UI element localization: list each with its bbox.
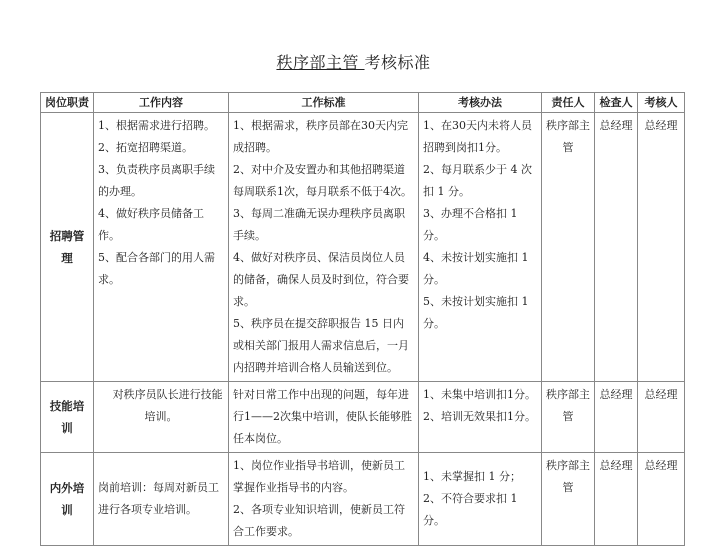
role-cell: 招聘管理 xyxy=(41,113,94,382)
header-responsible: 责任人 xyxy=(542,93,595,113)
responsible-cell: 秩序部主管 xyxy=(542,453,595,546)
method-item: 4、未按计划实施扣 1 分。 xyxy=(423,251,529,286)
responsible-cell: 秩序部主管 xyxy=(542,113,595,382)
role-cell: 内外培训 xyxy=(41,453,94,546)
content-item: 对秩序员队长进行技能培训。 xyxy=(112,388,223,423)
assessor-cell: 总经理 xyxy=(638,113,685,382)
standard-item: 4、做好对秩序员、保洁员岗位人员的储备，确保人员及时到位，符合要求。 xyxy=(233,251,409,308)
standard-item: 2、各项专业知识培训，使新员工符合工作要求。 xyxy=(233,503,405,538)
header-role: 岗位职责 xyxy=(41,93,94,113)
content-item: 4、做好秩序员储备工作。 xyxy=(98,207,204,242)
standard-cell xyxy=(229,453,419,546)
checker-cell: 总经理 xyxy=(595,113,638,382)
content-cell xyxy=(94,453,229,546)
method-item: 3、办理不合格扣 1 分。 xyxy=(423,207,518,242)
header-standard: 工作标准 xyxy=(229,93,419,113)
content-cell xyxy=(94,113,229,382)
role-cell: 技能培训 xyxy=(41,382,94,453)
header-checker: 检查人 xyxy=(595,93,638,113)
checker-cell: 总经理 xyxy=(595,382,638,453)
content-item: 2、拓宽招聘渠道。 xyxy=(98,141,193,154)
standard-item: 2、对中介及安置办和其他招聘渠道每周联系1次，每月联系不低于4次。 xyxy=(233,163,412,198)
method-cell xyxy=(419,113,542,382)
method-item: 5、未按计划实施扣 1 分。 xyxy=(423,295,529,330)
standard-item: 1、岗位作业指导书培训，使新员工掌握作业指导书的内容。 xyxy=(233,459,405,494)
method-item: 2、培训无效果扣1分。 xyxy=(423,410,536,423)
table-row xyxy=(41,113,685,382)
content-item: 岗前培训：每周对新员工进行各项专业培训。 xyxy=(98,481,219,516)
method-item: 1、在30天内未将人员招聘到岗扣1分。 xyxy=(423,119,532,154)
title-underlined: 秩序部主管 xyxy=(276,53,365,72)
content-item: 1、根据需求进行招聘。 xyxy=(98,119,215,132)
checker-cell: 总经理 xyxy=(595,453,638,546)
content-item: 5、配合各部门的用人需求。 xyxy=(98,251,215,286)
method-item: 1、未集中培训扣1分。 xyxy=(423,388,536,401)
content-item: 3、负责秩序员离职手续的办理。 xyxy=(98,163,215,198)
method-cell xyxy=(419,453,542,546)
table-header-row xyxy=(41,93,685,113)
responsible-cell: 秩序部主管 xyxy=(542,382,595,453)
table-row xyxy=(41,453,685,546)
content-cell xyxy=(94,382,229,453)
method-item: 1、未掌握扣 1 分； xyxy=(423,470,521,483)
method-item: 2、不符合要求扣 1 分。 xyxy=(423,492,518,527)
standard-cell xyxy=(229,382,419,453)
standard-item: 5、秩序员在提交辞职报告 15 日内或相关部门报用人需求信息后，一月内招聘并培训合格人员输送到位。 xyxy=(233,317,409,374)
header-assessor: 考核人 xyxy=(638,93,685,113)
header-content: 工作内容 xyxy=(94,93,229,113)
title-rest: 考核标准 xyxy=(364,53,431,72)
standard-cell xyxy=(229,113,419,382)
standard-item: 1、根据需求，秩序员部在30天内完成招聘。 xyxy=(233,119,408,154)
table-row xyxy=(41,382,685,453)
document-title xyxy=(0,50,707,73)
standard-item: 3、每周二准确无误办理秩序员离职手续。 xyxy=(233,207,405,242)
method-cell xyxy=(419,382,542,453)
method-item: 2、每月联系少于 4 次扣 1 分。 xyxy=(423,163,532,198)
header-method: 考核办法 xyxy=(419,93,542,113)
standard-item: 针对日常工作中出现的问题，每年进行1——2次集中培训，使队长能够胜任本岗位。 xyxy=(233,388,412,445)
assessment-table xyxy=(40,92,685,546)
assessor-cell: 总经理 xyxy=(638,382,685,453)
assessor-cell: 总经理 xyxy=(638,453,685,546)
